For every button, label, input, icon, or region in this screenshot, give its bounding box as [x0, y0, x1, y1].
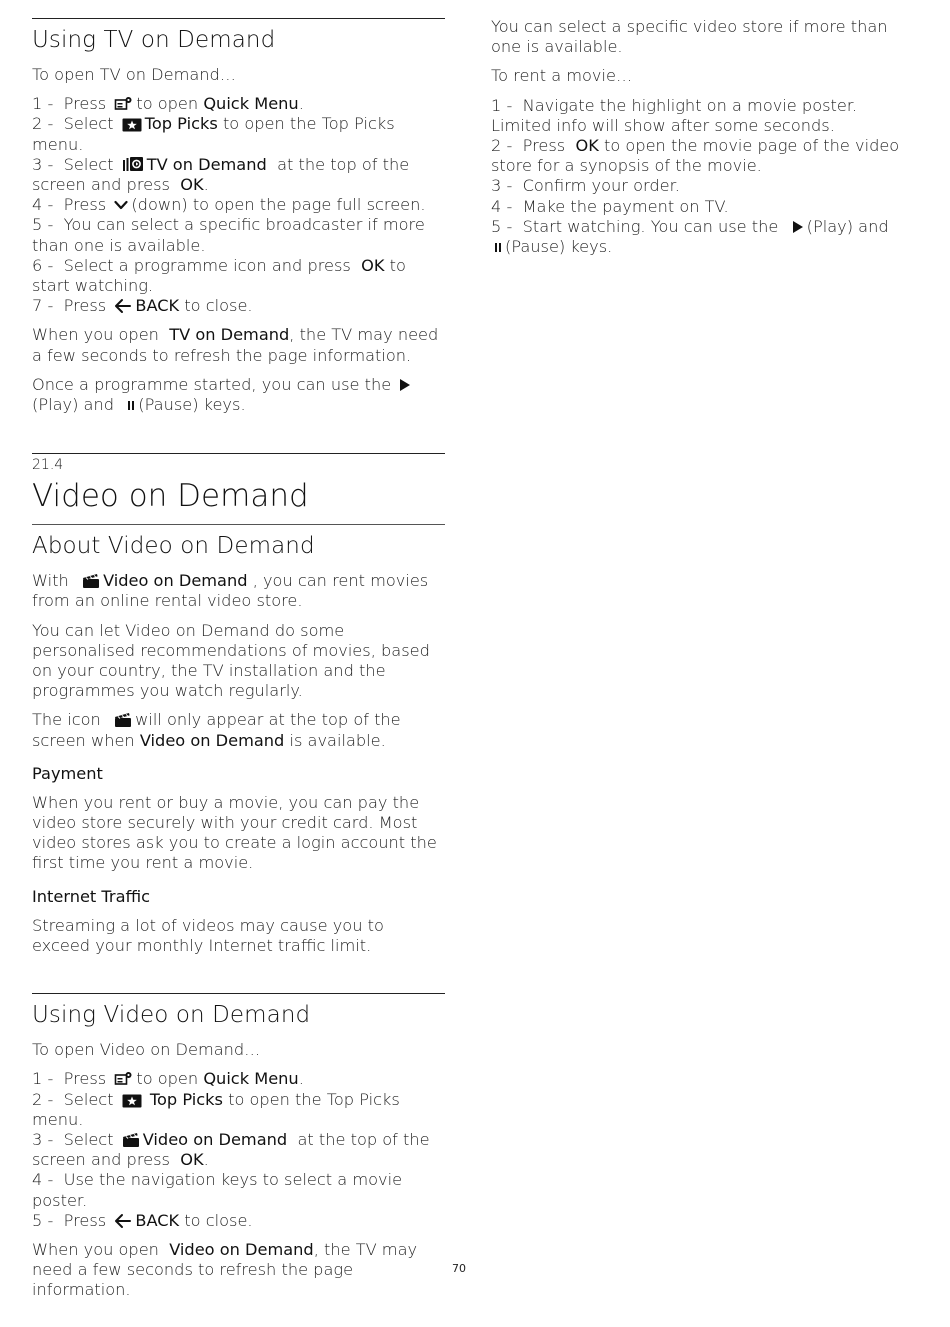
rent-step-5: 5 - Start watching. You can use the (Play) and (Pause) keys.	[491, 216, 889, 257]
page-number: 70	[452, 1262, 466, 1275]
internet-traffic-heading: Internet Traffic	[32, 886, 151, 906]
about-personalised-text: You can let Video on Demand do some personalised recommendations of movies, based on your country, the TV installation and the programmes you watch regularly.	[32, 620, 430, 701]
tv-on-demand-icon	[122, 155, 144, 173]
heading-video-on-demand: Video on Demand	[32, 478, 309, 515]
step-5: 5 - You can select a specific broadcaster if more than one is available.	[32, 215, 425, 255]
chevron-down-icon	[114, 200, 128, 210]
step-6: 6 - Select a programme icon and press OK to start watching.	[32, 255, 406, 296]
rent-steps	[491, 96, 911, 258]
heading-using-video-on-demand: Using Video on Demand	[32, 1002, 311, 1029]
vod-step-4: 4 - Use the navigation keys to select a movie poster.	[32, 1170, 403, 1210]
payment-heading: Payment	[32, 763, 103, 783]
payment-text: When you rent or buy a movie, you can pay the video store securely with your credit card. Most video stores ask you to create a login account the first time you rent a movie.	[32, 792, 437, 873]
video-on-demand-icon	[122, 1132, 140, 1148]
quick-menu-icon	[114, 1071, 133, 1087]
left-column	[32, 0, 445, 1301]
vod-step-1: 1 - Press to open Quick Menu.	[32, 1069, 304, 1089]
about-with-text: With Video on Demand , you can rent movies from an online rental video store.	[32, 571, 429, 611]
pause-icon	[127, 399, 135, 411]
right-column	[491, 0, 911, 257]
step-1: 1 - Press to open Quick Menu.	[32, 94, 304, 114]
vod-open-note: When you open Video on Demand, the TV may need a few seconds to refresh the page information.	[32, 1239, 418, 1300]
tvod-steps	[32, 94, 445, 316]
rent-step-3: 3 - Confirm your order.	[491, 176, 680, 196]
video-on-demand-icon	[114, 712, 132, 728]
top-picks-icon	[122, 118, 142, 132]
rent-step-4: 4 - Make the payment on TV.	[491, 196, 729, 216]
play-icon	[792, 220, 804, 234]
internet-traffic-text: Streaming a lot of videos may cause you to exceed your monthly Internet traffic limit.	[32, 915, 384, 955]
tvod-play-note: Once a programme started, you can use the (Play) and (Pause) keys.	[32, 375, 445, 415]
step-3: 3 - Select TV on Demand at the top of the screen and press OK.	[32, 154, 410, 195]
play-icon	[399, 378, 411, 392]
rent-step-2: 2 - Press OK to open the movie page of the video store for a synopsis of the movie.	[491, 136, 900, 176]
heading-using-tv-on-demand: Using TV on Demand	[32, 27, 276, 53]
back-arrow-icon	[114, 298, 132, 314]
step-4: 4 - Press (down) to open the page full screen.	[32, 195, 426, 215]
tvod-open-note: When you open TV on Demand, the TV may need a few seconds to refresh the page information.	[32, 325, 439, 365]
about-icon-text: The icon will only appear at the top of the screen when Video on Demand is available.	[32, 710, 401, 750]
rent-step-1: 1 - Navigate the highlight on a movie poster. Limited info will show after some seconds.	[491, 95, 858, 135]
vod-step-2: 2 - Select Top Picks to open the Top Picks menu.	[32, 1089, 400, 1129]
quick-menu-icon	[114, 96, 133, 112]
rent-intro: To rent a movie…	[491, 66, 633, 86]
vod-steps	[32, 1069, 445, 1231]
video-on-demand-icon	[82, 573, 100, 589]
step-2: 2 - Select Top Picks to open the Top Picks menu.	[32, 114, 395, 154]
video-store-text: You can select a specific video store if more than one is available.	[491, 17, 888, 57]
vod-step-3: 3 - Select Video on Demand at the top of the screen and press OK.	[32, 1129, 430, 1170]
section-number: 21.4	[32, 457, 64, 474]
back-arrow-icon	[114, 1213, 132, 1229]
tvod-intro: To open TV on Demand…	[32, 65, 236, 84]
top-picks-icon	[122, 1094, 142, 1108]
vod-intro: To open Video on Demand…	[32, 1040, 261, 1060]
heading-about-video-on-demand: About Video on Demand	[32, 533, 315, 560]
step-7: 7 - Press BACK to close.	[32, 296, 253, 316]
vod-step-5: 5 - Press BACK to close.	[32, 1210, 253, 1230]
pause-icon	[494, 241, 502, 253]
